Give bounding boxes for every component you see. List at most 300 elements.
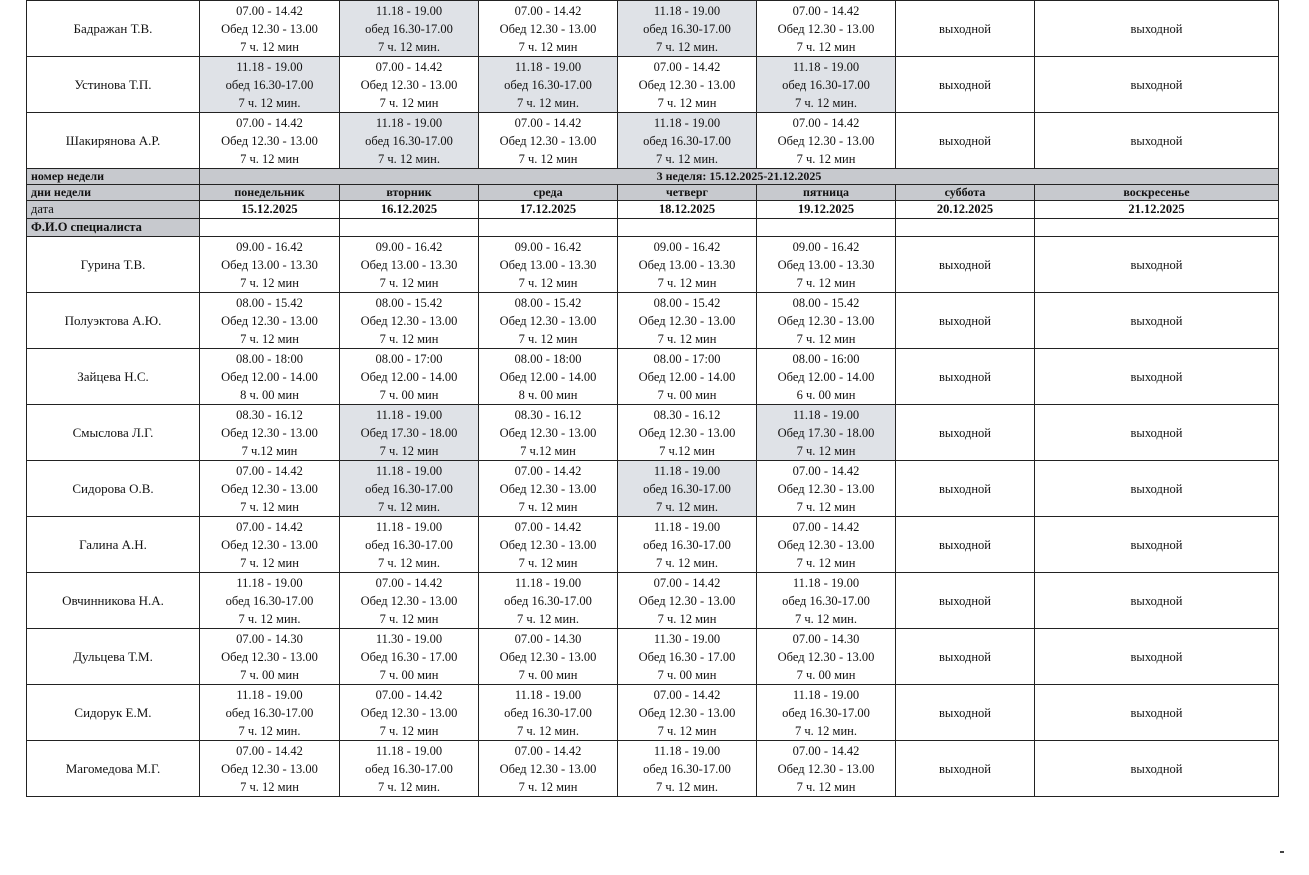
shift-duration: 7 ч. 12 мин. [656, 555, 718, 570]
shift-cell [479, 405, 618, 461]
shift-cell [757, 741, 896, 797]
employee-name: Галина А.Н. [27, 517, 200, 573]
shift-hours: 08.30 - 16.12 [653, 407, 721, 422]
shift-cell [340, 293, 479, 349]
lunch-break: Обед 12.30 - 13.00 [499, 21, 597, 36]
lunch-break: Обед 17.30 - 18.00 [777, 425, 875, 440]
shift-hours: 11.18 - 19.00 [792, 575, 860, 590]
shift-cell [479, 237, 618, 293]
shift-cell [618, 405, 757, 461]
shift-cell [340, 629, 479, 685]
saturday-status: выходной [896, 461, 1035, 517]
shift-hours: 07.00 - 14.42 [514, 463, 582, 478]
shift-hours: 07.00 - 14.42 [514, 519, 582, 534]
shift-duration: 7 ч. 12 мин [240, 555, 299, 570]
employee-name: Овчинникова Н.А. [27, 573, 200, 629]
shift-duration: 7 ч. 12 мин. [517, 95, 579, 110]
shift-duration: 7 ч. 12 мин. [656, 39, 718, 54]
shift-hours: 07.00 - 14.42 [653, 59, 721, 74]
shift-cell [757, 113, 896, 169]
shift-hours: 07.00 - 14.30 [236, 631, 303, 646]
shift-duration: 8 ч. 00 мин [518, 387, 578, 402]
lunch-break: Обед 12.30 - 13.00 [360, 705, 458, 720]
day-name: понедельник [200, 185, 340, 201]
shift-hours: 07.00 - 14.42 [792, 743, 860, 758]
shift-duration: 7 ч. 12 мин. [795, 95, 857, 110]
shift-cell [618, 349, 757, 405]
shift-cell [757, 1, 896, 57]
employee-name: Сидорова О.В. [27, 461, 200, 517]
shift-duration: 7 ч. 12 мин [796, 275, 856, 290]
employee-name: Гурина Т.В. [27, 237, 200, 293]
saturday-status: выходной [896, 113, 1035, 169]
lunch-break: обед 16.30-17.00 [504, 593, 592, 608]
lunch-break: Обед 16.30 - 17.00 [360, 649, 458, 664]
shift-hours: 09.00 - 16.42 [375, 239, 443, 254]
shift-duration: 7 ч. 12 мин [796, 151, 856, 166]
schedule-row [27, 517, 1279, 573]
shift-duration: 7 ч. 12 мин. [378, 499, 440, 514]
employee-name: Сидорук Е.М. [27, 685, 200, 741]
lunch-break: обед 16.30-17.00 [504, 705, 592, 720]
shift-hours: 11.18 - 19.00 [792, 407, 860, 422]
shift-cell [479, 573, 618, 629]
shift-hours: 11.18 - 19.00 [514, 687, 582, 702]
shift-cell [479, 349, 618, 405]
schedule-row [27, 237, 1279, 293]
shift-duration: 7 ч. 12 мин. [656, 779, 718, 794]
saturday-status: выходной [896, 237, 1035, 293]
day-name: среда [479, 185, 618, 201]
shift-duration: 7 ч. 12 мин [518, 331, 578, 346]
shift-cell [340, 237, 479, 293]
fio-empty-cell [757, 219, 896, 237]
saturday-status: выходной [896, 741, 1035, 797]
lunch-break: Обед 16.30 - 17.00 [638, 649, 736, 664]
shift-cell [340, 685, 479, 741]
lunch-break: Обед 12.00 - 14.00 [221, 369, 318, 384]
shift-duration: 7 ч. 12 мин [240, 151, 299, 166]
shift-duration: 7 ч.12 мин [241, 443, 298, 458]
shift-duration: 6 ч. 00 мин [796, 387, 856, 402]
shift-duration: 7 ч. 12 мин [796, 779, 856, 794]
schedule-row [27, 461, 1279, 517]
lunch-break: обед 16.30-17.00 [643, 761, 731, 776]
shift-duration: 7 ч. 12 мин [657, 275, 717, 290]
shift-duration: 7 ч. 12 мин [796, 331, 856, 346]
shift-hours: 11.30 - 19.00 [653, 631, 721, 646]
shift-duration: 7 ч. 12 мин [518, 39, 578, 54]
shift-hours: 07.00 - 14.42 [653, 687, 721, 702]
shift-cell [479, 293, 618, 349]
lunch-break: Обед 12.30 - 13.00 [638, 705, 736, 720]
lunch-break: Обед 12.30 - 13.00 [499, 425, 597, 440]
schedule-row [27, 57, 1279, 113]
shift-duration: 7 ч. 00 мин [796, 667, 856, 682]
saturday-status: выходной [896, 57, 1035, 113]
lunch-break: Обед 13.00 - 13.30 [499, 257, 597, 272]
sunday-status: выходной [1035, 1, 1279, 57]
lunch-break: обед 16.30-17.00 [782, 705, 870, 720]
shift-duration: 7 ч. 12 мин. [238, 611, 301, 626]
shift-cell [757, 573, 896, 629]
shift-cell [200, 293, 340, 349]
sunday-status: выходной [1035, 237, 1279, 293]
saturday-status: выходной [896, 349, 1035, 405]
shift-hours: 11.18 - 19.00 [375, 743, 443, 758]
lunch-break: Обед 12.30 - 13.00 [777, 481, 875, 496]
shift-cell [479, 517, 618, 573]
shift-cell [618, 113, 757, 169]
shift-hours: 07.00 - 14.42 [514, 743, 582, 758]
shift-cell [340, 461, 479, 517]
shift-cell [618, 461, 757, 517]
shift-cell [479, 57, 618, 113]
shift-duration: 7 ч. 12 мин [379, 611, 439, 626]
shift-hours: 11.18 - 19.00 [653, 743, 721, 758]
lunch-break: обед 16.30-17.00 [782, 593, 870, 608]
date-cell: 21.12.2025 [1035, 201, 1279, 219]
shift-duration: 7 ч. 00 мин [518, 667, 578, 682]
shift-duration: 7 ч. 12 мин [379, 275, 439, 290]
shift-cell [200, 405, 340, 461]
shift-duration: 7 ч. 12 мин [796, 443, 856, 458]
shift-hours: 07.00 - 14.42 [236, 463, 303, 478]
lunch-break: обед 16.30-17.00 [643, 537, 731, 552]
lunch-break: Обед 12.00 - 14.00 [499, 369, 597, 384]
shift-cell [200, 629, 340, 685]
shift-hours: 07.00 - 14.42 [375, 575, 443, 590]
shift-hours: 07.00 - 14.30 [792, 631, 860, 646]
shift-cell [618, 237, 757, 293]
sunday-status: выходной [1035, 461, 1279, 517]
shift-duration: 7 ч. 12 мин [379, 331, 439, 346]
lunch-break: Обед 12.30 - 13.00 [499, 537, 597, 552]
sunday-status: выходной [1035, 741, 1279, 797]
shift-hours: 08.00 - 18:00 [514, 351, 582, 366]
day-names-row [27, 185, 1279, 201]
lunch-break: Обед 12.30 - 13.00 [221, 761, 318, 776]
fio-label: Ф.И.О специалиста [27, 219, 200, 237]
schedule-row [27, 629, 1279, 685]
sunday-status: выходной [1035, 573, 1279, 629]
shift-duration: 7 ч. 12 мин [379, 443, 439, 458]
shift-hours: 08.00 - 15.42 [653, 295, 721, 310]
shift-duration: 7 ч. 12 мин. [795, 611, 857, 626]
shift-duration: 7 ч. 12 мин. [656, 151, 718, 166]
schedule-row [27, 573, 1279, 629]
lunch-break: обед 16.30-17.00 [365, 21, 453, 36]
lunch-break: обед 16.30-17.00 [643, 21, 731, 36]
shift-hours: 07.00 - 14.42 [792, 3, 860, 18]
lunch-break: Обед 12.30 - 13.00 [360, 593, 458, 608]
shift-hours: 07.00 - 14.30 [514, 631, 582, 646]
shift-cell [618, 573, 757, 629]
lunch-break: обед 16.30-17.00 [365, 537, 453, 552]
lunch-break: Обед 12.30 - 13.00 [777, 761, 875, 776]
lunch-break: Обед 12.30 - 13.00 [638, 425, 736, 440]
lunch-break: обед 16.30-17.00 [225, 77, 314, 92]
shift-hours: 11.18 - 19.00 [236, 59, 303, 74]
lunch-break: Обед 17.30 - 18.00 [360, 425, 458, 440]
week-number-label: номер недели [27, 169, 200, 185]
shift-cell [618, 1, 757, 57]
shift-cell [757, 57, 896, 113]
shift-duration: 7 ч. 12 мин [240, 779, 299, 794]
saturday-status: выходной [896, 685, 1035, 741]
shift-cell [340, 113, 479, 169]
employee-name: Дульцева Т.М. [27, 629, 200, 685]
lunch-break: Обед 12.30 - 13.00 [499, 761, 597, 776]
shift-hours: 08.30 - 16.12 [514, 407, 582, 422]
employee-name: Устинова Т.П. [27, 57, 200, 113]
shift-hours: 07.00 - 14.42 [514, 3, 582, 18]
shift-cell [618, 741, 757, 797]
shift-cell [200, 573, 340, 629]
shift-hours: 08.00 - 15.42 [375, 295, 443, 310]
shift-duration: 7 ч. 12 мин [379, 95, 439, 110]
shift-hours: 11.18 - 19.00 [653, 463, 721, 478]
shift-duration: 7 ч. 00 мин [379, 387, 439, 402]
shift-cell [618, 685, 757, 741]
employee-name: Полуэктова А.Ю. [27, 293, 200, 349]
saturday-status: выходной [896, 293, 1035, 349]
lunch-break: обед 16.30-17.00 [225, 593, 314, 608]
schedule-row [27, 1, 1279, 57]
shift-duration: 7 ч. 12 мин [657, 95, 717, 110]
saturday-status: выходной [896, 405, 1035, 461]
lunch-break: Обед 13.00 - 13.30 [360, 257, 458, 272]
lunch-break: обед 16.30-17.00 [365, 481, 453, 496]
shift-cell [340, 573, 479, 629]
lunch-break: Обед 12.30 - 13.00 [221, 649, 318, 664]
lunch-break: обед 16.30-17.00 [782, 77, 870, 92]
lunch-break: Обед 13.00 - 13.30 [638, 257, 736, 272]
shift-duration: 7 ч. 12 мин. [378, 779, 440, 794]
date-cell: 17.12.2025 [479, 201, 618, 219]
shift-duration: 7 ч. 12 мин [796, 39, 856, 54]
fio-empty-cell [340, 219, 479, 237]
shift-duration: 7 ч. 12 мин. [378, 555, 440, 570]
lunch-break: обед 16.30-17.00 [225, 705, 314, 720]
shift-duration: 7 ч. 12 мин [240, 39, 299, 54]
saturday-status: выходной [896, 573, 1035, 629]
shift-cell [340, 1, 479, 57]
shift-hours: 11.18 - 19.00 [792, 687, 860, 702]
lunch-break: Обед 12.30 - 13.00 [221, 537, 318, 552]
shift-duration: 7 ч. 12 мин [518, 275, 578, 290]
shift-hours: 11.18 - 19.00 [375, 115, 443, 130]
lunch-break: обед 16.30-17.00 [365, 761, 453, 776]
date-cell: 15.12.2025 [200, 201, 340, 219]
lunch-break: Обед 12.30 - 13.00 [499, 313, 597, 328]
day-name: воскресенье [1035, 185, 1279, 201]
shift-hours: 08.00 - 15.42 [236, 295, 303, 310]
shift-hours: 11.18 - 19.00 [653, 519, 721, 534]
fio-empty-cell [1035, 219, 1279, 237]
shift-hours: 07.00 - 14.42 [236, 3, 303, 18]
lunch-break: Обед 12.30 - 13.00 [638, 593, 736, 608]
shift-duration: 7 ч. 12 мин [657, 723, 717, 738]
sunday-status: выходной [1035, 685, 1279, 741]
schedule-table [26, 0, 1279, 797]
fio-empty-cell [618, 219, 757, 237]
lunch-break: обед 16.30-17.00 [643, 133, 731, 148]
shift-cell [757, 405, 896, 461]
shift-duration: 7 ч. 12 мин [657, 331, 717, 346]
shift-hours: 11.18 - 19.00 [236, 575, 303, 590]
fio-empty-cell [479, 219, 618, 237]
shift-hours: 07.00 - 14.42 [514, 115, 582, 130]
lunch-break: Обед 13.00 - 13.30 [777, 257, 875, 272]
lunch-break: Обед 12.30 - 13.00 [777, 649, 875, 664]
lunch-break: Обед 12.30 - 13.00 [221, 481, 318, 496]
shift-cell [479, 1, 618, 57]
lunch-break: Обед 12.30 - 13.00 [638, 313, 736, 328]
lunch-break: Обед 12.30 - 13.00 [499, 649, 597, 664]
shift-cell [340, 349, 479, 405]
shift-duration: 7 ч. 12 мин [796, 555, 856, 570]
shift-cell [200, 741, 340, 797]
shift-cell [479, 741, 618, 797]
date-label: дата [27, 201, 200, 219]
shift-cell [618, 629, 757, 685]
shift-cell [200, 685, 340, 741]
scan-mark [1280, 851, 1284, 853]
lunch-break: Обед 12.30 - 13.00 [221, 425, 318, 440]
date-cell: 19.12.2025 [757, 201, 896, 219]
shift-duration: 7 ч.12 мин [520, 443, 576, 458]
shift-cell [200, 461, 340, 517]
sunday-status: выходной [1035, 517, 1279, 573]
shift-cell [479, 629, 618, 685]
shift-cell [757, 461, 896, 517]
lunch-break: Обед 12.30 - 13.00 [360, 313, 458, 328]
day-name: суббота [896, 185, 1035, 201]
shift-cell [757, 517, 896, 573]
shift-duration: 7 ч. 12 мин. [517, 723, 579, 738]
shift-hours: 11.18 - 19.00 [792, 59, 860, 74]
shift-hours: 11.18 - 19.00 [514, 59, 582, 74]
shift-hours: 11.18 - 19.00 [514, 575, 582, 590]
date-cell: 16.12.2025 [340, 201, 479, 219]
shift-cell [200, 237, 340, 293]
shift-hours: 07.00 - 14.42 [792, 115, 860, 130]
shift-duration: 7 ч. 12 мин. [238, 95, 301, 110]
shift-hours: 08.00 - 15.42 [514, 295, 582, 310]
shift-hours: 09.00 - 16.42 [236, 239, 303, 254]
lunch-break: Обед 12.00 - 14.00 [777, 369, 875, 384]
employee-name: Смыслова Л.Г. [27, 405, 200, 461]
shift-hours: 08.00 - 16:00 [792, 351, 860, 366]
shift-hours: 11.18 - 19.00 [236, 687, 303, 702]
lunch-break: обед 16.30-17.00 [643, 481, 731, 496]
shift-cell [340, 517, 479, 573]
shift-hours: 09.00 - 16.42 [514, 239, 582, 254]
lunch-break: Обед 12.30 - 13.00 [499, 481, 597, 496]
lunch-break: Обед 12.30 - 13.00 [221, 21, 318, 36]
shift-hours: 08.30 - 16.12 [236, 407, 303, 422]
shift-cell [618, 517, 757, 573]
shift-duration: 7 ч. 00 мин [379, 667, 439, 682]
lunch-break: Обед 12.30 - 13.00 [221, 133, 318, 148]
shift-hours: 07.00 - 14.42 [792, 519, 860, 534]
schedule-row [27, 685, 1279, 741]
top-rows [27, 1, 1279, 169]
lunch-break: Обед 12.00 - 14.00 [360, 369, 458, 384]
saturday-status: выходной [896, 517, 1035, 573]
shift-hours: 11.18 - 19.00 [653, 3, 721, 18]
schedule-row [27, 741, 1279, 797]
shift-duration: 7 ч. 00 мин [240, 667, 299, 682]
schedule-row [27, 405, 1279, 461]
shift-cell [757, 629, 896, 685]
shift-hours: 07.00 - 14.42 [236, 115, 303, 130]
shift-cell [200, 113, 340, 169]
shift-cell [757, 293, 896, 349]
shift-hours: 11.18 - 19.00 [653, 115, 721, 130]
lunch-break: Обед 12.30 - 13.00 [499, 133, 597, 148]
shift-duration: 7 ч. 12 мин [518, 499, 578, 514]
lunch-break: Обед 12.30 - 13.00 [221, 313, 318, 328]
shift-cell [479, 461, 618, 517]
fio-empty-cell [896, 219, 1035, 237]
shift-duration: 7 ч. 00 мин [657, 387, 717, 402]
shift-duration: 7 ч. 12 мин [240, 499, 299, 514]
week-number-row [27, 169, 1279, 185]
shift-duration: 7 ч. 12 мин. [378, 39, 440, 54]
lunch-break: обед 16.30-17.00 [504, 77, 592, 92]
saturday-status: выходной [896, 1, 1035, 57]
shift-cell [618, 57, 757, 113]
shift-hours: 07.00 - 14.42 [653, 575, 721, 590]
date-cell: 18.12.2025 [618, 201, 757, 219]
shift-hours: 09.00 - 16.42 [653, 239, 721, 254]
day-name: четверг [618, 185, 757, 201]
shift-cell [757, 349, 896, 405]
shift-duration: 7 ч. 12 мин [796, 499, 856, 514]
shift-hours: 11.30 - 19.00 [375, 631, 443, 646]
employee-name: Магомедова М.Г. [27, 741, 200, 797]
schedule-row [27, 293, 1279, 349]
shift-duration: 7 ч. 12 мин. [378, 151, 440, 166]
shift-cell [618, 293, 757, 349]
shift-cell [757, 237, 896, 293]
lunch-break: Обед 12.30 - 13.00 [360, 77, 458, 92]
shift-cell [200, 57, 340, 113]
shift-hours: 08.00 - 17:00 [653, 351, 721, 366]
shift-cell [340, 57, 479, 113]
sunday-status: выходной [1035, 405, 1279, 461]
shift-hours: 09.00 - 16.42 [792, 239, 860, 254]
shift-hours: 11.18 - 19.00 [375, 463, 443, 478]
saturday-status: выходной [896, 629, 1035, 685]
lunch-break: Обед 12.30 - 13.00 [777, 537, 875, 552]
shift-duration: 7 ч. 12 мин. [656, 499, 718, 514]
shift-duration: 7 ч. 12 мин. [238, 723, 301, 738]
shift-duration: 7 ч. 00 мин [657, 667, 717, 682]
shift-cell [200, 517, 340, 573]
shift-duration: 8 ч. 00 мин [240, 387, 299, 402]
lunch-break: Обед 12.30 - 13.00 [638, 77, 736, 92]
shift-cell [200, 1, 340, 57]
lunch-break: Обед 12.00 - 14.00 [638, 369, 736, 384]
shift-duration: 7 ч. 12 мин [518, 555, 578, 570]
day-name: вторник [340, 185, 479, 201]
schedule-sheet [26, 0, 1279, 797]
shift-hours: 07.00 - 14.42 [375, 687, 443, 702]
shift-hours: 08.00 - 18:00 [235, 351, 303, 366]
